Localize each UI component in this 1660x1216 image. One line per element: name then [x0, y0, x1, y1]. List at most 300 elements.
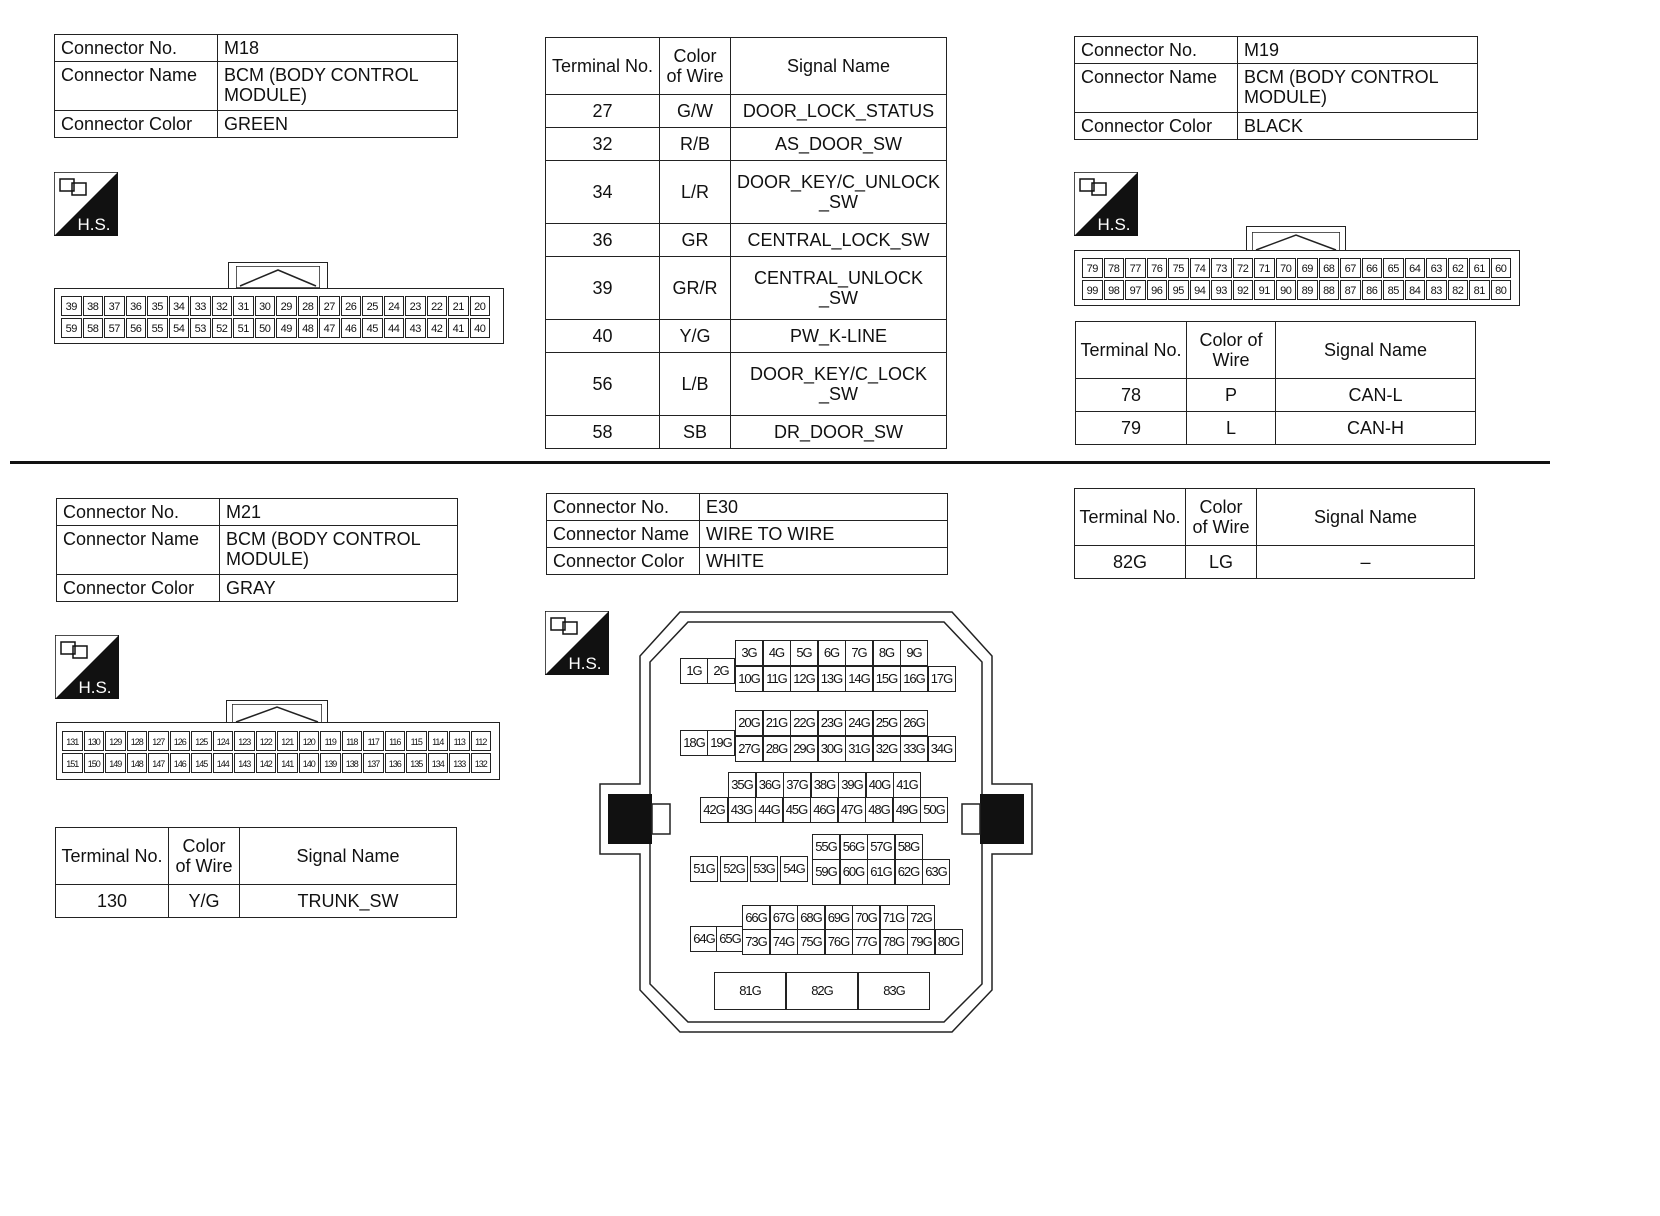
wire-color-header: Color of Wire	[1187, 322, 1276, 379]
terminal-cell: 78	[1076, 379, 1187, 412]
pin-cell: 138	[342, 753, 363, 773]
pin-cell: 74	[1190, 258, 1211, 278]
e30-terminal-table	[1074, 488, 1475, 579]
pin-cell: 50	[255, 318, 276, 338]
pin-cell: 43G	[728, 797, 756, 823]
pin-cell: 90	[1276, 280, 1297, 300]
pin-cell: 35G	[728, 772, 756, 798]
pin-cell: 31G	[845, 736, 873, 762]
pin-cell: 31	[233, 296, 254, 316]
pin-cell: 125	[191, 731, 212, 751]
pin-cell: 29G	[790, 736, 818, 762]
pin-cell: 33	[190, 296, 211, 316]
pin-cell: 39	[61, 296, 82, 316]
hs-label: H.S.	[78, 678, 112, 697]
pin-cell: 142	[256, 753, 277, 773]
pin-cell: 139	[320, 753, 341, 773]
pin-cell: 8G	[873, 640, 901, 666]
connector-no-value: E30	[700, 494, 948, 521]
pin-cell: 94	[1190, 280, 1211, 300]
pin-cell: 11G	[763, 666, 791, 692]
pin-cell: 67G	[770, 905, 798, 931]
wire-color-cell: L/R	[660, 161, 731, 224]
terminal-no-header: Terminal No.	[56, 828, 169, 885]
pin-cell: 75	[1168, 258, 1189, 278]
m21-pin-grid	[62, 731, 492, 773]
harness-side-icon	[1074, 172, 1138, 236]
pin-cell: 61	[1469, 258, 1490, 278]
pin-cell: 54G	[780, 856, 808, 882]
pin-cell: 38	[83, 296, 104, 316]
pin-cell: 70G	[852, 905, 880, 931]
pin-cell: 50G	[920, 797, 948, 823]
pin-cell: 51G	[690, 856, 718, 882]
pin-cell: 23G	[818, 710, 846, 736]
signal-cell: TRUNK_SW	[240, 885, 457, 918]
pin-cell: 21G	[763, 710, 791, 736]
pin-cell: 86	[1362, 280, 1383, 300]
terminal-cell: 40	[546, 320, 660, 353]
left-lock-block	[608, 794, 652, 844]
m21-terminal-table	[55, 827, 457, 918]
pin-cell: 32	[212, 296, 233, 316]
pin-cell: 41G	[893, 772, 921, 798]
pin-cell: 38G	[811, 772, 839, 798]
wire-color-header: Color of Wire	[660, 38, 731, 95]
hs-label: H.S.	[1097, 215, 1131, 234]
pin-cell: 2G	[707, 658, 735, 684]
connector-no-label: Connector No.	[1075, 37, 1238, 64]
signal-cell: DR_DOOR_SW	[731, 416, 947, 449]
terminal-cell: 56	[546, 353, 660, 416]
pin-cell: 13G	[818, 666, 846, 692]
m21-connector-info	[56, 498, 458, 602]
pin-cell: 98	[1104, 280, 1125, 300]
pin-cell: 42G	[700, 797, 728, 823]
pin-cell: 70	[1276, 258, 1297, 278]
pin-cell: 92	[1233, 280, 1254, 300]
pin-cell: 36G	[756, 772, 784, 798]
pin-cell: 57	[104, 318, 125, 338]
pin-cell: 40G	[866, 772, 894, 798]
pin-cell: 121	[277, 731, 298, 751]
wire-color-cell: SB	[660, 416, 731, 449]
pin-cell: 130	[84, 731, 105, 751]
pin-cell: 112	[471, 731, 492, 751]
m18-lock-tab	[236, 266, 320, 288]
pin-cell: 83G	[858, 972, 930, 1010]
pin-cell: 22	[427, 296, 448, 316]
pin-cell: 65G	[716, 926, 744, 952]
pin-cell: 56	[126, 318, 147, 338]
pin-cell: 82G	[786, 972, 858, 1010]
connector-name-label: Connector Name	[57, 526, 220, 575]
wire-color-cell: Y/G	[660, 320, 731, 353]
signal-cell: CAN-H	[1276, 412, 1476, 445]
pin-cell: 148	[127, 753, 148, 773]
pin-cell: 118	[342, 731, 363, 751]
pin-cell: 34	[169, 296, 190, 316]
connector-no-value: M18	[218, 35, 458, 62]
pin-cell: 115	[406, 731, 427, 751]
pin-cell: 25	[362, 296, 383, 316]
connector-name-value: BCM (BODY CONTROL MODULE)	[1238, 64, 1478, 113]
connector-name-label: Connector Name	[55, 62, 218, 111]
signal-name-header: Signal Name	[1257, 489, 1475, 546]
pin-cell: 30G	[818, 736, 846, 762]
pin-cell: 62	[1448, 258, 1469, 278]
pin-cell: 81	[1469, 280, 1490, 300]
pin-cell: 93	[1211, 280, 1232, 300]
pin-cell: 62G	[895, 859, 923, 885]
terminal-no-header: Terminal No.	[546, 38, 660, 95]
pin-cell: 80G	[935, 929, 963, 955]
pin-cell: 35	[147, 296, 168, 316]
pin-cell: 52	[212, 318, 233, 338]
connector-color-value: WHITE	[700, 548, 948, 575]
pin-cell: 60G	[840, 859, 868, 885]
signal-cell: DOOR_KEY/C_UNLOCK _SW	[731, 161, 947, 224]
pin-cell: 25G	[873, 710, 901, 736]
terminal-cell: 58	[546, 416, 660, 449]
pin-cell: 16G	[900, 666, 928, 692]
pin-cell: 66G	[742, 905, 770, 931]
pin-cell: 5G	[790, 640, 818, 666]
pin-cell: 28	[298, 296, 319, 316]
connector-name-value: BCM (BODY CONTROL MODULE)	[220, 526, 458, 575]
pin-cell: 33G	[900, 736, 928, 762]
pin-cell: 140	[299, 753, 320, 773]
pin-cell: 124	[213, 731, 234, 751]
pin-cell: 60	[1491, 258, 1512, 278]
m19-lock-tab	[1252, 232, 1340, 252]
terminal-cell: 130	[56, 885, 169, 918]
pin-cell: 78	[1104, 258, 1125, 278]
pin-cell: 71G	[880, 905, 908, 931]
pin-cell: 51	[233, 318, 254, 338]
pin-cell: 40	[470, 318, 491, 338]
connector-no-value: M21	[220, 499, 458, 526]
pin-cell: 128	[127, 731, 148, 751]
pin-cell: 43	[405, 318, 426, 338]
pin-cell: 135	[406, 753, 427, 773]
pin-cell: 151	[62, 753, 83, 773]
connector-name-label: Connector Name	[1075, 64, 1238, 113]
pin-cell: 79	[1082, 258, 1103, 278]
pin-cell: 37G	[783, 772, 811, 798]
pin-cell: 87	[1340, 280, 1361, 300]
connector-name-value: WIRE TO WIRE	[700, 521, 948, 548]
pin-cell: 19G	[707, 730, 735, 756]
pin-cell: 146	[170, 753, 191, 773]
pin-cell: 44	[384, 318, 405, 338]
m18-pin-grid	[61, 296, 491, 338]
pin-cell: 48	[298, 318, 319, 338]
pin-cell: 145	[191, 753, 212, 773]
wire-color-cell: L	[1187, 412, 1276, 445]
terminal-cell: 39	[546, 257, 660, 320]
pin-cell: 37	[104, 296, 125, 316]
pin-cell: 67	[1340, 258, 1361, 278]
connector-color-label: Connector Color	[1075, 113, 1238, 140]
wire-color-cell: Y/G	[169, 885, 240, 918]
pin-cell: 21	[448, 296, 469, 316]
pin-cell: 45	[362, 318, 383, 338]
wire-color-cell: R/B	[660, 128, 731, 161]
pin-cell: 45G	[783, 797, 811, 823]
pin-cell: 58	[83, 318, 104, 338]
connector-color-label: Connector Color	[55, 111, 218, 138]
pin-cell: 23	[405, 296, 426, 316]
signal-cell: DOOR_KEY/C_LOCK _SW	[731, 353, 947, 416]
pin-cell: 123	[234, 731, 255, 751]
pin-cell: 120	[299, 731, 320, 751]
pin-cell: 55	[147, 318, 168, 338]
pin-cell: 66	[1362, 258, 1383, 278]
pin-cell: 56G	[840, 834, 868, 860]
wire-color-cell: LG	[1186, 546, 1257, 579]
pin-cell: 122	[256, 731, 277, 751]
terminal-cell: 27	[546, 95, 660, 128]
pin-cell: 136	[385, 753, 406, 773]
wire-color-cell: P	[1187, 379, 1276, 412]
pin-cell: 77G	[852, 929, 880, 955]
pin-cell: 89	[1297, 280, 1318, 300]
pin-cell: 3G	[735, 640, 763, 666]
m18-connector-info	[54, 34, 458, 138]
pin-cell: 114	[428, 731, 449, 751]
signal-name-header: Signal Name	[731, 38, 947, 95]
pin-cell: 127	[148, 731, 169, 751]
pin-cell: 1G	[680, 658, 708, 684]
signal-cell: CENTRAL_UNLOCK _SW	[731, 257, 947, 320]
signal-name-header: Signal Name	[240, 828, 457, 885]
pin-cell: 59G	[812, 859, 840, 885]
pin-cell: 116	[385, 731, 406, 751]
m18-terminal-table	[545, 37, 947, 449]
pin-cell: 53G	[750, 856, 778, 882]
pin-cell: 137	[363, 753, 384, 773]
pin-cell: 49G	[893, 797, 921, 823]
pin-cell: 15G	[873, 666, 901, 692]
pin-cell: 27G	[735, 736, 763, 762]
pin-cell: 18G	[680, 730, 708, 756]
pin-cell: 55G	[812, 834, 840, 860]
pin-cell: 4G	[763, 640, 791, 666]
pin-cell: 52G	[720, 856, 748, 882]
connector-color-value: BLACK	[1238, 113, 1478, 140]
connector-color-value: GRAY	[220, 575, 458, 602]
pin-cell: 47	[319, 318, 340, 338]
pin-cell: 81G	[714, 972, 786, 1010]
pin-cell: 144	[213, 753, 234, 773]
pin-cell: 141	[277, 753, 298, 773]
pin-cell: 73	[1211, 258, 1232, 278]
terminal-cell: 34	[546, 161, 660, 224]
connector-no-value: M19	[1238, 37, 1478, 64]
pin-cell: 24G	[845, 710, 873, 736]
pin-cell: 26G	[900, 710, 928, 736]
pin-cell: 22G	[790, 710, 818, 736]
connector-name-label: Connector Name	[547, 521, 700, 548]
pin-cell: 73G	[742, 929, 770, 955]
connector-color-label: Connector Color	[57, 575, 220, 602]
signal-cell: DOOR_LOCK_STATUS	[731, 95, 947, 128]
pin-cell: 7G	[845, 640, 873, 666]
signal-cell: CAN-L	[1276, 379, 1476, 412]
pin-cell: 68G	[797, 905, 825, 931]
pin-cell: 76G	[825, 929, 853, 955]
pin-cell: 6G	[818, 640, 846, 666]
pin-cell: 26	[341, 296, 362, 316]
pin-cell: 63G	[922, 859, 950, 885]
pin-cell: 58G	[895, 834, 923, 860]
pin-cell: 10G	[735, 666, 763, 692]
terminal-no-header: Terminal No.	[1075, 489, 1186, 546]
pin-cell: 63	[1426, 258, 1447, 278]
pin-cell: 80	[1491, 280, 1512, 300]
pin-cell: 12G	[790, 666, 818, 692]
pin-cell: 131	[62, 731, 83, 751]
wire-color-cell: L/B	[660, 353, 731, 416]
hs-label: H.S.	[77, 215, 111, 234]
terminal-cell: 79	[1076, 412, 1187, 445]
pin-cell: 95	[1168, 280, 1189, 300]
pin-cell: 85	[1383, 280, 1404, 300]
pin-cell: 83	[1426, 280, 1447, 300]
signal-cell: –	[1257, 546, 1475, 579]
terminal-cell: 82G	[1075, 546, 1186, 579]
e30-connector-housing	[596, 608, 1036, 1038]
pin-cell: 29	[276, 296, 297, 316]
pin-cell: 36	[126, 296, 147, 316]
pin-cell: 41	[448, 318, 469, 338]
pin-cell: 78G	[880, 929, 908, 955]
pin-cell: 42	[427, 318, 448, 338]
connector-color-value: GREEN	[218, 111, 458, 138]
terminal-no-header: Terminal No.	[1076, 322, 1187, 379]
pin-cell: 9G	[900, 640, 928, 666]
signal-cell: CENTRAL_LOCK_SW	[731, 224, 947, 257]
harness-side-icon	[55, 635, 119, 699]
pin-cell: 150	[84, 753, 105, 773]
pin-cell: 32G	[873, 736, 901, 762]
wire-color-cell: GR/R	[660, 257, 731, 320]
pin-cell: 53	[190, 318, 211, 338]
pin-cell: 129	[105, 731, 126, 751]
pin-cell: 74G	[770, 929, 798, 955]
wire-color-header: Color of Wire	[1186, 489, 1257, 546]
wire-color-cell: G/W	[660, 95, 731, 128]
wire-color-header: Color of Wire	[169, 828, 240, 885]
connector-no-label: Connector No.	[57, 499, 220, 526]
pin-cell: 28G	[763, 736, 791, 762]
pin-cell: 20	[470, 296, 491, 316]
pin-cell: 132	[471, 753, 492, 773]
pin-cell: 113	[449, 731, 470, 751]
hs-label: H.S.	[568, 654, 602, 673]
pin-cell: 75G	[797, 929, 825, 955]
pin-cell: 27	[319, 296, 340, 316]
pin-cell: 20G	[735, 710, 763, 736]
pin-cell: 126	[170, 731, 191, 751]
pin-cell: 54	[169, 318, 190, 338]
pin-cell: 44G	[755, 797, 783, 823]
harness-side-icon	[54, 172, 118, 236]
signal-name-header: Signal Name	[1276, 322, 1476, 379]
pin-cell: 134	[428, 753, 449, 773]
pin-cell: 119	[320, 731, 341, 751]
connector-name-value: BCM (BODY CONTROL MODULE)	[218, 62, 458, 111]
pin-cell: 14G	[845, 666, 873, 692]
pin-cell: 72G	[907, 905, 935, 931]
pin-cell: 97	[1125, 280, 1146, 300]
pin-cell: 59	[61, 318, 82, 338]
pin-cell: 39G	[838, 772, 866, 798]
pin-cell: 99	[1082, 280, 1103, 300]
m19-terminal-table	[1075, 321, 1476, 445]
pin-cell: 68	[1319, 258, 1340, 278]
pin-cell: 91	[1254, 280, 1275, 300]
pin-cell: 61G	[867, 859, 895, 885]
right-lock-block	[980, 794, 1024, 844]
pin-cell: 72	[1233, 258, 1254, 278]
pin-cell: 24	[384, 296, 405, 316]
wire-color-cell: GR	[660, 224, 731, 257]
pin-cell: 65	[1383, 258, 1404, 278]
terminal-cell: 36	[546, 224, 660, 257]
m21-lock-tab	[232, 704, 322, 724]
pin-cell: 69	[1297, 258, 1318, 278]
pin-cell: 48G	[865, 797, 893, 823]
section-divider	[10, 461, 1550, 464]
pin-cell: 46	[341, 318, 362, 338]
pin-cell: 79G	[907, 929, 935, 955]
pin-cell: 117	[363, 731, 384, 751]
pin-cell: 133	[449, 753, 470, 773]
pin-cell: 69G	[825, 905, 853, 931]
pin-cell: 143	[234, 753, 255, 773]
m19-pin-grid	[1082, 258, 1512, 300]
connector-no-label: Connector No.	[547, 494, 700, 521]
pin-cell: 64	[1405, 258, 1426, 278]
pin-cell: 147	[148, 753, 169, 773]
pin-cell: 88	[1319, 280, 1340, 300]
m19-connector-info	[1074, 36, 1478, 140]
signal-cell: AS_DOOR_SW	[731, 128, 947, 161]
pin-cell: 149	[105, 753, 126, 773]
signal-cell: PW_K-LINE	[731, 320, 947, 353]
pin-cell: 46G	[810, 797, 838, 823]
pin-cell: 17G	[928, 666, 956, 692]
pin-cell: 34G	[928, 736, 956, 762]
connector-color-label: Connector Color	[547, 548, 700, 575]
pin-cell: 71	[1254, 258, 1275, 278]
pin-cell: 84	[1405, 280, 1426, 300]
pin-cell: 82	[1448, 280, 1469, 300]
pin-cell: 57G	[867, 834, 895, 860]
pin-cell: 49	[276, 318, 297, 338]
connector-no-label: Connector No.	[55, 35, 218, 62]
terminal-cell: 32	[546, 128, 660, 161]
pin-cell: 77	[1125, 258, 1146, 278]
pin-cell: 64G	[690, 926, 718, 952]
pin-cell: 96	[1147, 280, 1168, 300]
pin-cell: 47G	[838, 797, 866, 823]
pin-cell: 30	[255, 296, 276, 316]
e30-connector-info	[546, 493, 948, 575]
pin-cell: 76	[1147, 258, 1168, 278]
